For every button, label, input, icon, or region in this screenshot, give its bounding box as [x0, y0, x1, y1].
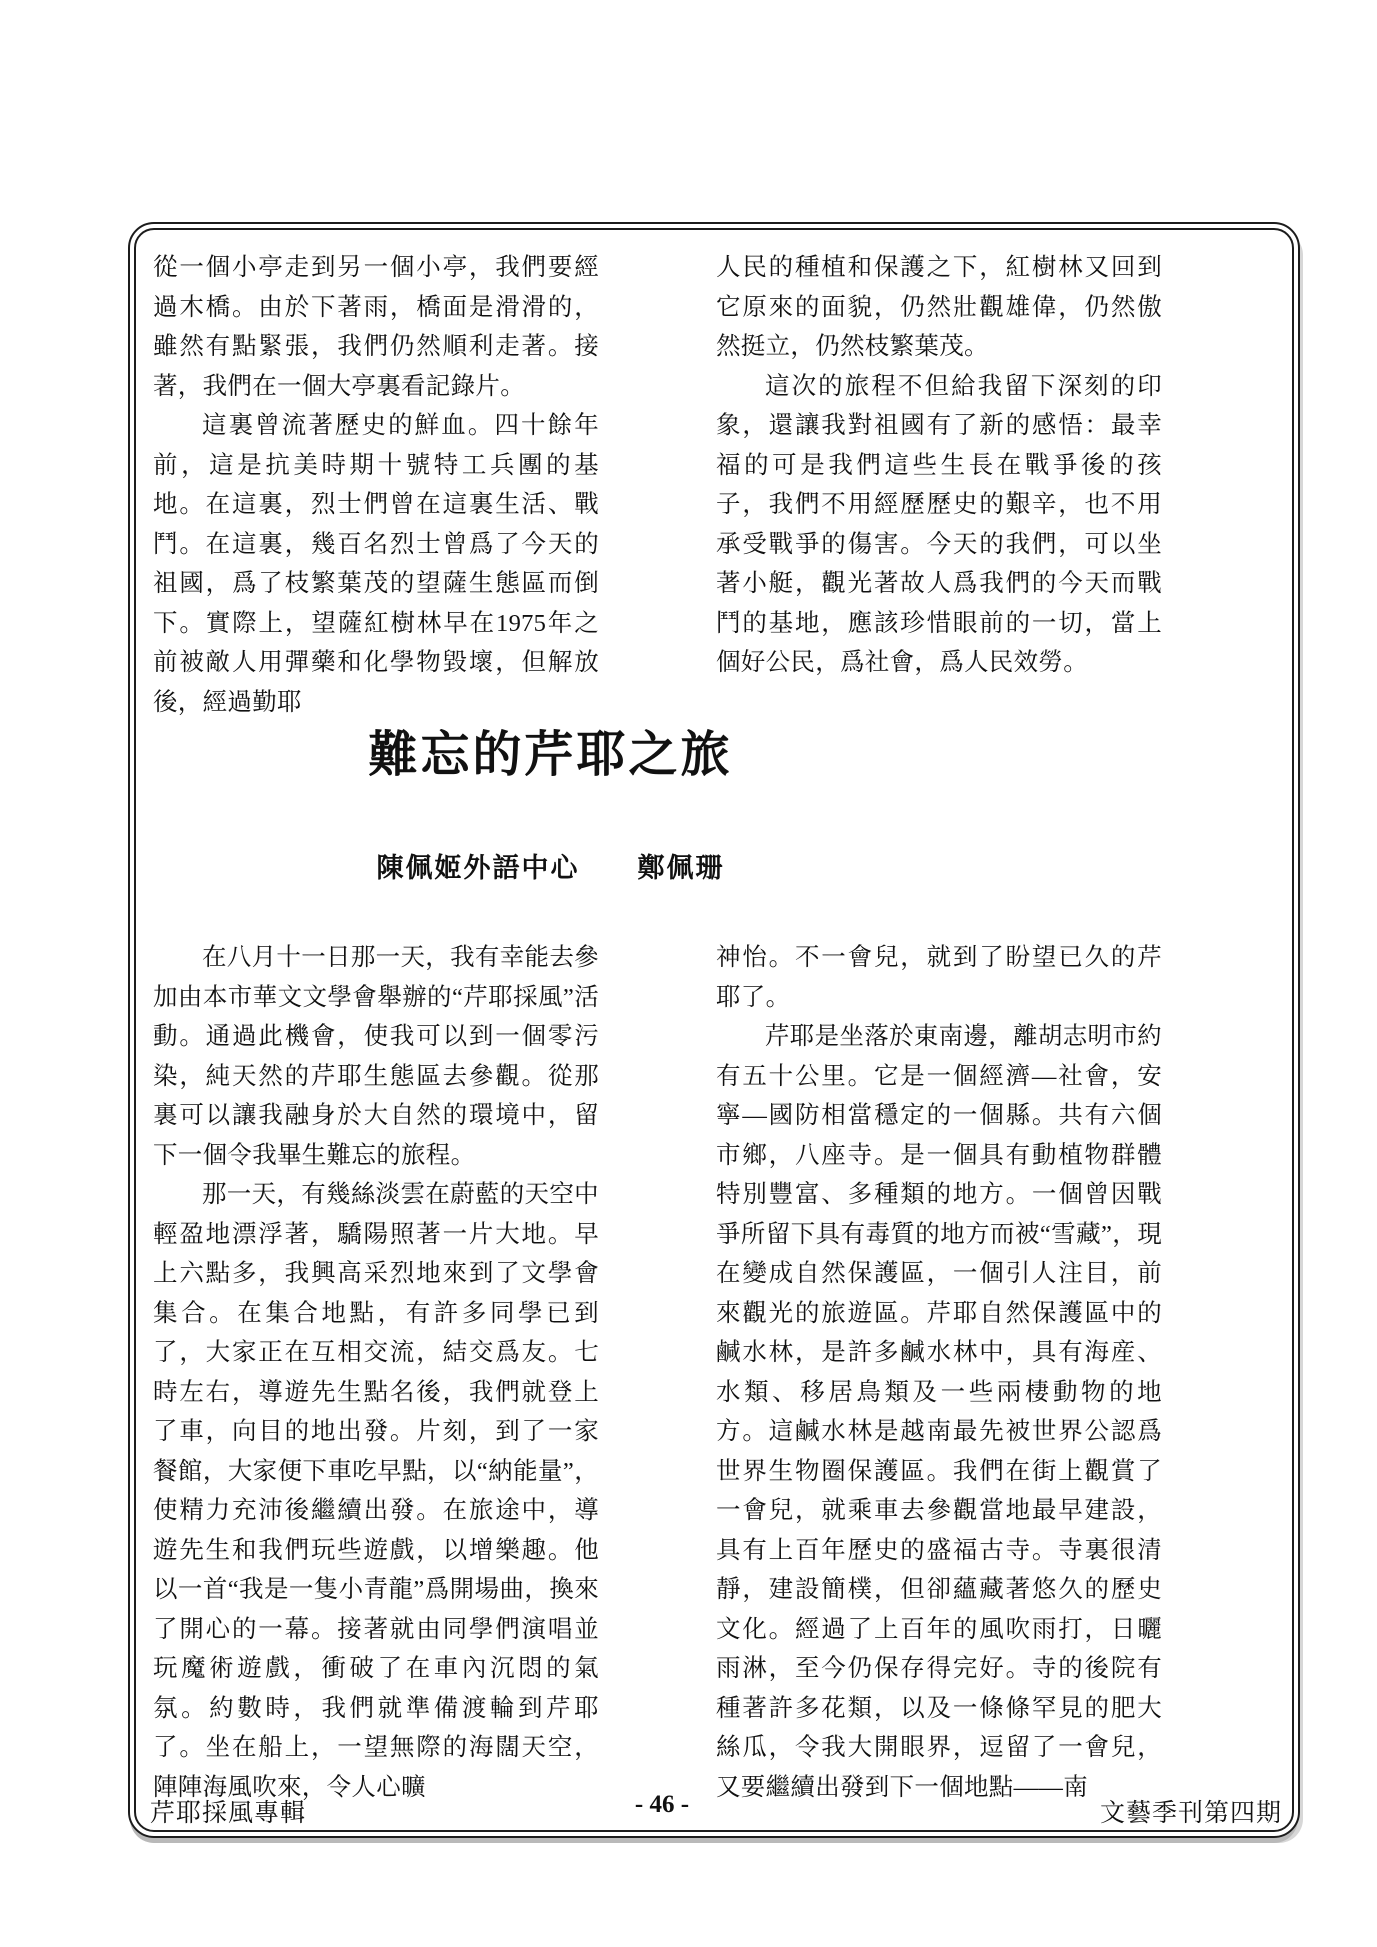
paragraph: 在八月十一日那一天，我有幸能去參加由本市華文文學會舉辦的“芹耶採風”活動。通過此機會，使我可以到一個零污染，純天然的芹耶生態區去參觀。從那裏可以讓我融身於大自然的環境中，留下一個令我畢生難忘的旅程。 — [153, 944, 599, 1169]
byline-author: 鄭佩珊 — [637, 853, 725, 883]
prev-article-right-column — [716, 248, 1162, 683]
paragraph: 芹耶是坐落於東南邊，離胡志明市約有五十公里。它是一個經濟—社會，安寧—國防相當穩定的一個縣。共有六個市鄉，八座寺。是一個具有動植物群體特別豐富、多種類的地方。一個曾因戰爭所留下具有毒質的地方而被“雪藏”，現在變成自然保護區，一個引人注目，前來觀光的旅遊區。芹耶自然保護區中的鹹水林，是許多鹹水林中，具有海産、水類、移居鳥類及一些兩棲動物的地方。這鹹水林是越南最先被世界公認爲世界生物圈保護區。我們在街上觀賞了一會兒，就乘車去參觀當地最早建設，具有上百年歷史的盛福古寺。寺裏很清靜，建設簡樸，但卻蘊藏著悠久的歷史文化。經過了上百年的風吹雨打，日曬雨淋，至今仍保存得完好。寺的後院有種著許多花類，以及一條條罕見的肥大絲瓜，令我大開眼界，逗留了一會兒，又要繼續出發到下一個地點——南 — [716, 1023, 1162, 1801]
article-header — [128, 726, 973, 785]
article-title: 難忘的芹耶之旅 — [368, 727, 733, 782]
byline — [128, 846, 973, 885]
paragraph-continuation: 人民的種植和保護之下，紅樹林又回到它原來的面貌，仍然壯觀雄偉，仍然傲然挺立，仍然枝繁葉茂。 — [716, 254, 1162, 360]
article-right-column — [716, 938, 1162, 1807]
paragraph-continuation: 神怡。不一會兒，就到了盼望已久的芹耶了。 — [716, 944, 1162, 1011]
article-left-column — [153, 938, 599, 1807]
prev-article-left-column — [153, 248, 599, 722]
byline-school: 陳佩姬外語中心 — [376, 853, 580, 883]
footer-journal-label: 文藝季刊第四期 — [1099, 1800, 1282, 1827]
paragraph: 那一天，有幾絲淡雲在蔚藍的天空中輕盈地漂浮著，驕陽照著一片大地。早上六點多，我興高采烈地來到了文學會集合。在集合地點，有許多同學已到了，大家正在互相交流，結交爲友。七時左右，導遊先生點名後，我們就登上了車，向目的地出發。片刻，到了一家餐館，大家便下車吃早點，以“納能量”，使精力充沛後繼續出發。在旅途中，導遊先生和我們玩些遊戲，以增樂趣。他以一首“我是一隻小青龍”爲開場曲，換來了開心的一幕。接著就由同學們演唱並玩魔術遊戲，衝破了在車內沉悶的氣氛。約數時，我們就準備渡輪到芹耶了。坐在船上，一望無際的海闊天空，陣陣海風吹來，令人心曠 — [153, 1181, 599, 1801]
paragraph: 這裏曾流著歷史的鮮血。四十餘年前，這是抗美時期十號特工兵團的基地。在這裏，烈士們曾在這裏生活、戰鬥。在這裏，幾百名烈士曾爲了今天的祖國，爲了枝繁葉茂的望薩生態區而倒下。實際上，望薩紅樹林早在1975年之前被敵人用彈藥和化學物毀壞，但解放後，經過勤耶 — [153, 412, 599, 716]
footer-page-number: - 46 - — [634, 1791, 690, 1818]
paragraph-continuation: 從一個小亭走到另一個小亭，我們要經過木橋。由於下著雨，橋面是滑滑的，雖然有點緊張，我們仍然順利走著。接著，我們在一個大亭裏看記錄片。 — [153, 254, 599, 400]
paragraph: 這次的旅程不但給我留下深刻的印象，還讓我對祖國有了新的感悟：最幸福的可是我們這些生長在戰爭後的孩子，我們不用經歷歷史的艱辛，也不用承受戰爭的傷害。今天的我們，可以坐著小艇，觀光著故人爲我們的今天而戰鬥的基地，應該珍惜眼前的一切，當上個好公民，爲社會，爲人民效勞。 — [716, 372, 1162, 676]
footer-section-label: 芹耶採風專輯 — [150, 1800, 307, 1827]
